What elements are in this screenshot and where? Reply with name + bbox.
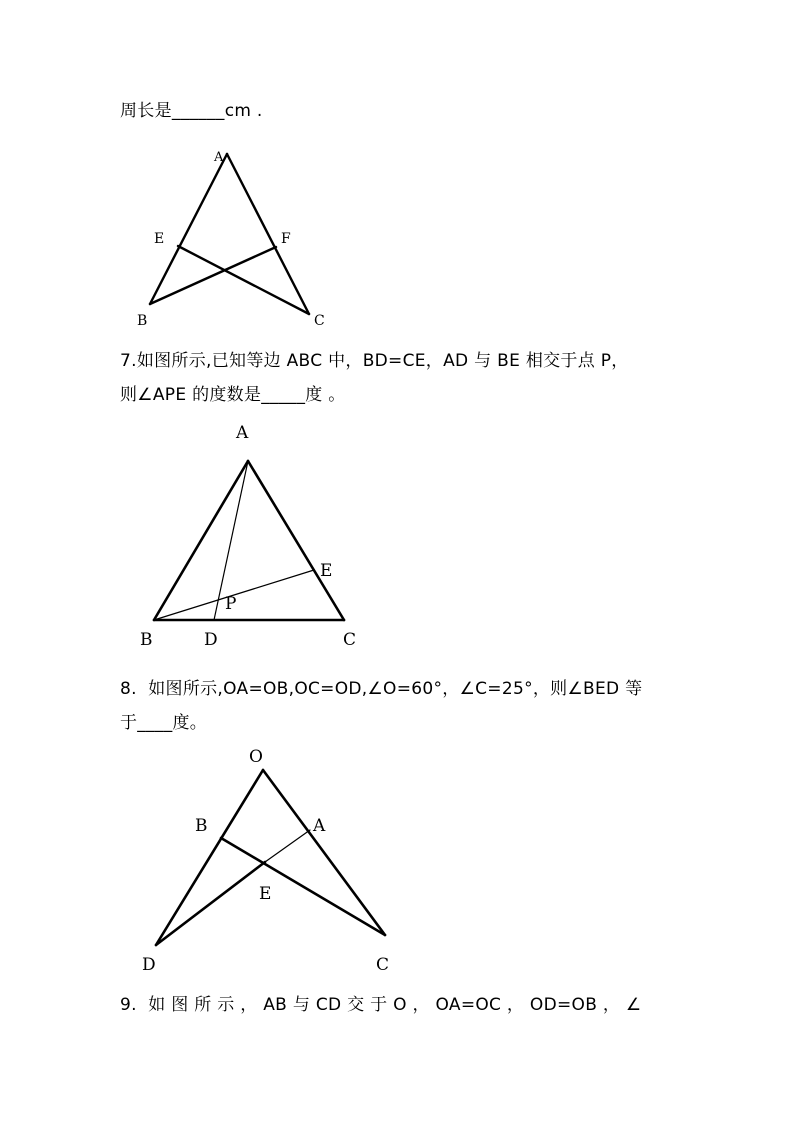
fig2-label-d: D (204, 630, 218, 650)
fig2-label-p: P (225, 594, 237, 614)
fig3-label-a: A (313, 816, 326, 836)
fig3-side-od (156, 770, 263, 945)
fig1-label-b: B (137, 313, 148, 329)
fig3-side-oc (263, 770, 385, 935)
fig3-label-b: B (195, 816, 208, 836)
fig2-label-c: C (343, 630, 357, 650)
q8-text-line-1: 8. 如图所示,OA=OB,OC=OD,∠O=60°，∠C=25°，则∠BED 等 (120, 679, 643, 699)
fig3-stroke-mark (205, 878, 245, 908)
text-line-perimeter: 周长是______cm . (120, 101, 263, 121)
fig1-label-a: A (214, 150, 224, 165)
fig3-label-e: E (259, 884, 272, 904)
fig3-segment-bc (221, 838, 385, 935)
fig3-segment-ea (265, 830, 310, 862)
q9-text-line-1: 9. 如 图 所 示 ， AB 与 CD 交 于 O ， OA=OC ， OD=OB ， ∠ (120, 995, 642, 1015)
q8-text-line-2: 于____度。 (120, 713, 208, 733)
q7-text-line-1: 7.如图所示,已知等边 ABC 中，BD=CE，AD 与 BE 相交于点 P， (120, 351, 629, 371)
fig3-label-c: C (376, 955, 390, 975)
fig2-label-a: A (236, 423, 249, 443)
fig2-label-e: E (320, 561, 333, 581)
fig3-label-o: O (249, 747, 263, 767)
fig1-label-c: C (314, 313, 325, 329)
fig3-label-d: D (142, 955, 156, 975)
q7-text-line-2: 则∠APE 的度数是_____度 。 (120, 385, 346, 405)
fig2-label-b: B (140, 630, 153, 650)
fig1-label-f: F (281, 231, 291, 247)
fig1-label-e: E (154, 231, 165, 247)
